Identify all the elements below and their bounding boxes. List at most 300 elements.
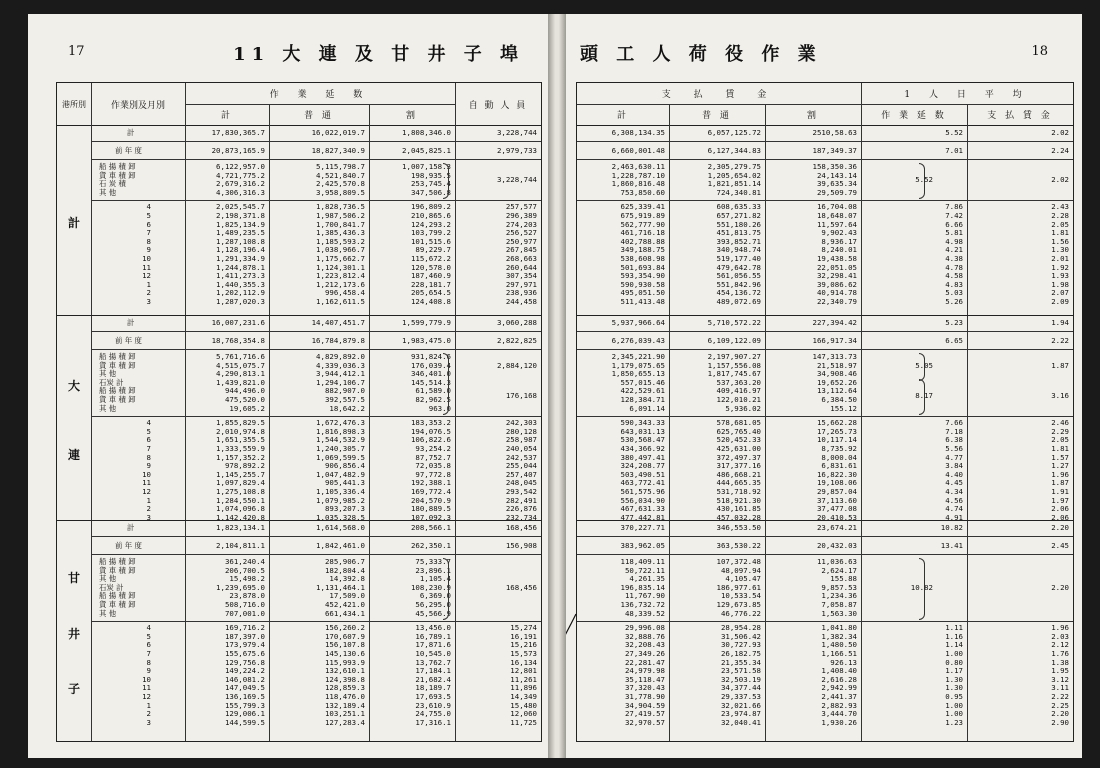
cell-month: 4.91 [945, 512, 963, 522]
cell-month: 1,223,812.4 [316, 271, 365, 281]
cell-month: 11,261 [510, 674, 537, 684]
cell-month: 340,948.74 [716, 245, 761, 255]
cell-total: 10.82 [940, 523, 963, 532]
cell-kind: 56,295.0 [415, 600, 451, 609]
cell-month: 2.25 [1051, 700, 1069, 710]
row-label-kind: 其 他 [99, 369, 117, 379]
cell-month: 467,631.33 [620, 504, 665, 514]
cell-kind-avg: 5.05 [915, 360, 933, 370]
cell-month: 551,842.96 [716, 279, 761, 289]
cell-month: 183,353.2 [410, 418, 451, 428]
cell-kind: 129,673.85 [716, 600, 761, 609]
cell-kind: 34,908.46 [816, 369, 857, 379]
cell-prev: 7.01 [945, 146, 963, 155]
cell-month: 2.05 [1051, 435, 1069, 445]
month-label: 1 [146, 700, 151, 710]
month-label: 4 [146, 202, 151, 212]
cell-kind: 753,850.60 [620, 187, 665, 197]
cell-month: 34,377.44 [720, 683, 761, 693]
cell-month: 477,442.81 [620, 512, 665, 522]
row-label-kind: 貨 車 積 卸 [99, 395, 136, 404]
cell-month: 2,882.93 [821, 700, 857, 710]
cell-prev: 187,349.37 [812, 146, 857, 155]
cell-month: 1,987,506.2 [316, 211, 365, 220]
left-table-header [57, 83, 541, 126]
cell-kind: 347,506.8 [410, 187, 451, 197]
cell-month: 608,635.33 [716, 202, 761, 212]
cell-month: 3.11 [1051, 683, 1069, 693]
cell-total: 16,022,019.7 [311, 128, 365, 137]
cell-month: 556,034.90 [620, 495, 665, 505]
cell-kind-avg: 10.82 [910, 582, 933, 592]
cell-month: 1.38 [1051, 657, 1069, 667]
cell-month: 434,366.92 [620, 444, 665, 453]
section-rule [57, 315, 541, 316]
cell-prev: 20,873,165.9 [211, 146, 265, 155]
cell-month: 657,271.82 [716, 211, 761, 220]
row-label-kind: 船 揚 積 卸 [99, 352, 136, 361]
pen-mark [566, 14, 1082, 758]
cell-month: 3.12 [1051, 674, 1069, 684]
month-label: 1 [146, 279, 151, 289]
cell-month: 1.00 [945, 649, 963, 658]
cell-month: 12,801 [510, 666, 537, 676]
cell-kind: 2,624.17 [821, 565, 857, 575]
cell-month: 115,672.2 [410, 254, 451, 263]
month-label: 8 [146, 236, 151, 246]
row-label-prev: 前 年 度 [115, 146, 142, 155]
cell-kind: 2,463,630.11 [611, 162, 665, 171]
cell-month: 1.91 [1051, 487, 1069, 496]
bracket [443, 163, 449, 199]
cell-kind: 4,721,775.2 [216, 170, 265, 180]
cell-month: 1.96 [1051, 469, 1069, 479]
row-label-prev: 前 年 度 [115, 541, 142, 550]
cell-month: 2.22 [1051, 692, 1069, 701]
month-label: 8 [146, 452, 151, 462]
row-rule [91, 536, 541, 537]
cell-month: 2.90 [1051, 717, 1069, 727]
cell-total: 5.52 [945, 128, 963, 137]
cell-month: 905,441.3 [324, 478, 365, 488]
cell-kind: 1,179,075.65 [611, 360, 665, 370]
cell-month: 5.81 [945, 228, 963, 238]
cell-month: 20,410.53 [816, 512, 857, 522]
cell-total: 370,227.71 [620, 523, 665, 532]
left-table [56, 82, 542, 742]
cell-month: 22,051.05 [816, 262, 857, 272]
cell-kind: 346,401.0 [410, 369, 451, 379]
cell-prev: 2,045,825.1 [402, 146, 451, 155]
cell-month: 1,244,878.1 [216, 262, 265, 272]
month-label: 11 [142, 262, 151, 272]
cell-kind: 4,306,316.3 [216, 187, 265, 197]
cell-month: 324,208.77 [620, 461, 665, 471]
cell-total: 6,308,134.35 [611, 128, 665, 137]
cell-month: 18,648.07 [816, 211, 857, 220]
cell-month: 19,438.58 [816, 254, 857, 263]
cell-month: 204,570.9 [410, 495, 451, 505]
cell-month: 7.86 [945, 202, 963, 212]
cell-kind: 122,010.21 [716, 395, 761, 404]
cell-prev: 1,983,475.0 [402, 336, 451, 345]
cell-month: 2.46 [1051, 418, 1069, 428]
cell-month: 978,892.2 [224, 461, 265, 471]
cell-month: 192,388.1 [410, 478, 451, 488]
cell-month: 255,044 [505, 461, 537, 471]
cell-month: 1,382.34 [821, 631, 857, 641]
section-name-char: 子 [68, 681, 81, 696]
cell-month: 578,681.05 [716, 418, 761, 428]
cell-kind: 4,829,892.0 [316, 352, 365, 361]
row-rule [91, 554, 541, 555]
cell-month: 149,224.2 [224, 666, 265, 676]
pen-stroke [566, 614, 576, 704]
cell-month: 226,876 [505, 504, 537, 514]
row-rule [91, 621, 541, 622]
cell-kind: 155.12 [830, 403, 857, 413]
header-contract: 割 [405, 111, 418, 121]
cell-prev: 363,530.22 [716, 541, 761, 550]
cell-month: 4.56 [945, 495, 963, 505]
cell-prev: 2,979,733 [496, 146, 537, 155]
cell-month: 17,184.1 [415, 666, 451, 676]
cell-kind: 145,514.3 [410, 377, 451, 387]
cell-month: 30,727.93 [720, 640, 761, 650]
cell-month: 145,130.6 [324, 649, 365, 658]
left-page-number: 17 [68, 44, 85, 59]
cell-month: 2.28 [1051, 211, 1069, 220]
month-label: 10 [142, 254, 151, 263]
cell-kind: 155.88 [830, 574, 857, 584]
cell-kind: 2,679,316.2 [216, 179, 265, 189]
cell-month: 1,175,662.7 [316, 254, 365, 263]
cell-month: 380,497.41 [620, 452, 665, 462]
cell-month: 21,682.4 [415, 674, 451, 684]
cell-kind: 82,962.5 [415, 395, 451, 404]
cell-month: 906,856.4 [324, 461, 365, 471]
cell-month: 258,987 [505, 435, 537, 445]
cell-month: 1,544,532.9 [316, 435, 365, 445]
cell-month: 4.98 [945, 236, 963, 246]
cell-prev: 2.24 [1051, 146, 1069, 155]
cell-month: 39,086.62 [816, 279, 857, 289]
cell-prev: 2,822,825 [496, 336, 537, 345]
cell-month: 675,919.89 [620, 211, 665, 220]
cell-prev: 6,109,122.09 [707, 336, 761, 345]
cell-kind: 136,732.72 [620, 600, 665, 609]
cell-kind: 422,529.61 [620, 386, 665, 396]
cell-month: 17,693.5 [415, 692, 451, 701]
cell-month: 463,772.41 [620, 478, 665, 488]
cell-kind: 508,716.0 [224, 600, 265, 609]
cell-month: 2,616.28 [821, 674, 857, 684]
cell-month: 16,822.30 [816, 469, 857, 479]
cell-kind-avg: 2.02 [1051, 174, 1069, 184]
cell-kind: 1,817,745.67 [707, 369, 761, 379]
cell-kind: 14,392.8 [329, 574, 365, 584]
cell-kind: 6,091.14 [629, 403, 665, 413]
cell-kind: 10,533.54 [720, 591, 761, 601]
cell-kind: 1,205,654.02 [707, 170, 761, 180]
cell-kind: 1,157,556.08 [707, 360, 761, 370]
cell-month: 144,599.5 [224, 717, 265, 727]
cell-month: 37,477.08 [816, 504, 857, 514]
cell-month: 129,006.1 [224, 709, 265, 719]
cell-total: 1,808,346.0 [402, 128, 451, 137]
cell-total: 5,710,572.22 [707, 318, 761, 327]
cell-total: 5,937,966.64 [611, 318, 665, 327]
row-label-total: 計 [127, 128, 135, 137]
cell-kind: 4,105.47 [725, 574, 761, 584]
row-label-total: 計 [127, 318, 135, 327]
right-page [566, 14, 1082, 758]
cell-month: 18,189.7 [415, 683, 451, 693]
month-label: 2 [146, 504, 151, 514]
cell-month: 11,597.64 [816, 219, 857, 229]
cell-kind: 17,509.0 [329, 591, 365, 601]
cell-month: 561,575.96 [620, 487, 665, 496]
row-rule [91, 159, 541, 160]
cell-month: 1,185,593.2 [316, 236, 365, 246]
cell-prev: 6,276,039.43 [611, 336, 665, 345]
cell-month: 2.07 [1051, 288, 1069, 298]
cell-kind: 2,425,570.8 [316, 179, 365, 189]
cell-month: 101,515.6 [410, 236, 451, 246]
cell-month: 29,996.08 [624, 623, 665, 633]
cell-month: 11,896 [510, 683, 537, 693]
cell-month: 1,651,355.5 [216, 435, 265, 445]
cell-kind: 452,421.0 [324, 600, 365, 609]
cell-month: 1.92 [1051, 262, 1069, 272]
month-label: 8 [146, 657, 151, 667]
cell-month: 4.74 [945, 504, 963, 514]
cell-total: 23,674.21 [816, 523, 857, 532]
row-rule [91, 200, 541, 201]
cell-kind: 29,509.79 [816, 187, 857, 197]
cell-prev: 383,962.05 [620, 541, 665, 550]
bracket [443, 353, 449, 415]
cell-total: 168,456 [505, 523, 537, 532]
cell-kind: 19,652.26 [816, 377, 857, 387]
cell-month: 72,035.8 [415, 461, 451, 471]
cell-month: 2,010,974.8 [216, 426, 265, 436]
cell-month: 1.11 [945, 623, 963, 633]
section-name-char: 甘 [68, 571, 81, 586]
cell-month: 297,971 [505, 279, 537, 289]
month-label: 5 [146, 211, 151, 220]
cell-kind: 409,416.97 [716, 386, 761, 396]
section-name-char: 連 [68, 447, 81, 462]
cell-month: 29,857.04 [816, 487, 857, 496]
cell-kind: 1,007,158.3 [402, 162, 451, 171]
section-rule [57, 520, 541, 521]
cell-month: 1,672,476.3 [316, 418, 365, 428]
cell-month: 1.30 [945, 674, 963, 684]
cell-kind: 11,767.90 [624, 591, 665, 601]
cell-total: 14,407,451.7 [311, 318, 365, 327]
header-work-type: 作業別及月別 [110, 100, 165, 111]
cell-month: 1.87 [1051, 478, 1069, 488]
cell-prev: 2.45 [1051, 541, 1069, 550]
cell-month: 10,117.14 [816, 435, 857, 445]
cell-kind: 557,015.46 [620, 377, 665, 387]
cell-month: 590,930.58 [620, 279, 665, 289]
cell-month: 4.38 [945, 254, 963, 263]
section-name-char: 井 [68, 626, 81, 641]
cell-kind: 206,700.5 [224, 565, 265, 575]
cell-month: 6.66 [945, 219, 963, 229]
cell-kind: 198,935.5 [410, 170, 451, 180]
cell-month: 32,040.41 [720, 717, 761, 727]
cell-month: 1,069,599.5 [316, 452, 365, 462]
cell-kind: 1,105.4 [419, 574, 451, 584]
cell-month: 5.03 [945, 288, 963, 298]
cell-month: 1,124,301.1 [316, 262, 365, 272]
row-label-kind: 其 他 [99, 608, 117, 618]
cell-month: 1,287,020.3 [216, 297, 265, 306]
cell-total: 2.02 [1051, 128, 1069, 137]
cell-month: 296,389 [505, 211, 537, 220]
cell-month: 124,398.8 [324, 674, 365, 684]
cell-total: 6,057,125.72 [707, 128, 761, 137]
row-rule [91, 331, 541, 332]
cell-month: 2.05 [1051, 219, 1069, 229]
cell-month: 5.56 [945, 444, 963, 453]
cell-kind: 24,143.14 [816, 170, 857, 180]
cell-month: 4.77 [945, 452, 963, 462]
cell-month: 519,177.40 [716, 254, 761, 263]
month-label: 5 [146, 631, 151, 641]
cell-kind: 4,261.35 [629, 574, 665, 584]
cell-month: 228,181.7 [410, 279, 451, 289]
cell-month: 242,537 [505, 452, 537, 462]
cell-kind: 75,333.7 [415, 557, 451, 566]
cell-month: 479,642.78 [716, 262, 761, 272]
cell-month: 893,207.3 [324, 504, 365, 514]
cell-month: 1.16 [945, 631, 963, 641]
cell-month: 1,284,550.1 [216, 495, 265, 505]
cell-month: 1,035,328.5 [316, 512, 365, 522]
cell-month: 23,974.87 [720, 709, 761, 719]
cell-kind-persons: 168,456 [505, 582, 537, 592]
cell-month: 2.43 [1051, 202, 1069, 212]
cell-month: 996,458.4 [324, 288, 365, 298]
month-label: 3 [146, 297, 151, 306]
cell-kind: 21,518.97 [816, 360, 857, 370]
cell-month: 1.14 [945, 640, 963, 650]
cell-month: 128,859.3 [324, 683, 365, 693]
cell-month: 238,936 [505, 288, 537, 298]
cell-month: 14,349 [510, 692, 537, 701]
cell-month: 17,316.1 [415, 717, 451, 727]
cell-month: 187,397.0 [224, 631, 265, 641]
month-label: 3 [146, 717, 151, 727]
cell-kind: 9,857.53 [821, 582, 857, 592]
cell-month: 13,456.0 [415, 623, 451, 633]
cell-month: 32,208.43 [624, 640, 665, 650]
cell-month: 27,349.26 [624, 649, 665, 658]
cell-month: 503,490.51 [620, 469, 665, 479]
cell-month: 35,118.47 [624, 674, 665, 684]
cell-month: 372,497.37 [716, 452, 761, 462]
row-rule [91, 349, 541, 350]
cell-kind: 944,496.0 [224, 386, 265, 396]
cell-month: 17,265.73 [816, 426, 857, 436]
cell-month: 256,527 [505, 228, 537, 238]
cell-kind: 48,339.52 [624, 608, 665, 618]
cell-month: 1,930.26 [821, 717, 857, 727]
row-label-kind: 石 炭 積 [99, 179, 126, 189]
header-wage-stevedore: 普 通 [702, 111, 732, 121]
cell-kind: 1,234.36 [821, 591, 857, 601]
cell-total: 1.94 [1051, 318, 1069, 327]
cell-total: 1,599,779.9 [402, 318, 451, 327]
cell-month: 4.34 [945, 487, 963, 496]
cell-month: 430,161.85 [716, 504, 761, 514]
cell-kind: 1,860,816.48 [611, 179, 665, 189]
cell-month: 260,644 [505, 262, 537, 272]
cell-month: 19,108.06 [816, 478, 857, 488]
row-label-kind: 船 揚 積 卸 [99, 557, 136, 566]
cell-month: 1,074,096.8 [216, 504, 265, 514]
cell-kind: 186,977.61 [716, 582, 761, 592]
cell-month: 402,788.88 [620, 236, 665, 246]
cell-month: 2.03 [1051, 631, 1069, 641]
month-label: 7 [146, 228, 151, 238]
cell-month: 518,921.30 [716, 495, 761, 505]
cell-kind: 1,228,787.10 [611, 170, 665, 180]
bracket [443, 558, 449, 620]
cell-month: 16,191 [510, 631, 537, 641]
cell-month: 444,665.35 [716, 478, 761, 488]
cell-month: 590,343.33 [620, 418, 665, 428]
cell-month: 2.29 [1051, 426, 1069, 436]
cell-prev: 166,917.34 [812, 336, 857, 345]
cell-month: 15,480 [510, 700, 537, 710]
cell-month: 1,855,829.5 [216, 418, 265, 428]
cell-kind: 6,369.0 [419, 591, 451, 601]
cell-month: 1.00 [945, 709, 963, 719]
cell-month: 24,755.0 [415, 709, 451, 719]
cell-month: 2,025,545.7 [216, 202, 265, 212]
cell-month: 1,128,196.4 [216, 245, 265, 255]
cell-kind-avg: 8.17 [915, 390, 933, 400]
cell-month: 486,668.21 [716, 469, 761, 479]
cell-month: 457,032.28 [716, 512, 761, 522]
row-label-kind: 貨 車 積 卸 [99, 360, 136, 370]
cell-month: 136,169.5 [224, 692, 265, 701]
cell-month: 205,654.5 [410, 288, 451, 298]
cell-month: 103,251.1 [324, 709, 365, 719]
cell-month: 132,189.4 [324, 700, 365, 710]
cell-kind: 1,131,464.1 [316, 582, 365, 592]
cell-kind: 1,439,821.0 [216, 377, 265, 387]
cell-kind: 4,521,840.7 [316, 170, 365, 180]
cell-kind: 128,384.71 [620, 395, 665, 404]
cell-prev: 2.22 [1051, 336, 1069, 345]
month-label: 3 [146, 512, 151, 522]
cell-month: 1.57 [1051, 452, 1069, 462]
cell-month: 22,340.79 [816, 297, 857, 306]
cell-month: 1,162,611.5 [316, 297, 365, 306]
cell-month: 173,979.4 [224, 640, 265, 650]
cell-month: 1,157,352.2 [216, 452, 265, 462]
month-label: 9 [146, 461, 151, 471]
cell-month: 280,128 [505, 426, 537, 436]
cell-kind: 6,384.50 [821, 395, 857, 404]
month-label: 6 [146, 219, 151, 229]
